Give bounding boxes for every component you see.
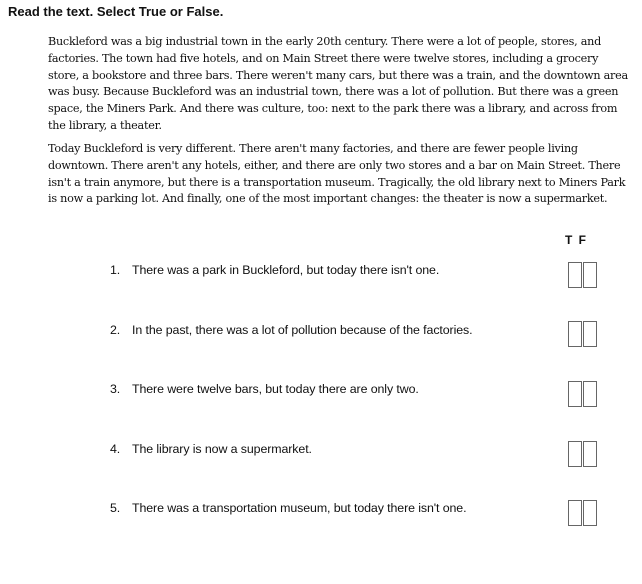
question-4-answer-boxes bbox=[568, 441, 598, 467]
question-1-false-checkbox[interactable] bbox=[583, 262, 597, 288]
question-5-number: 5. bbox=[110, 501, 121, 515]
question-3 bbox=[110, 382, 419, 396]
question-3-number: 3. bbox=[110, 382, 121, 396]
question-4-false-checkbox[interactable] bbox=[583, 441, 597, 467]
question-5-false-checkbox[interactable] bbox=[583, 500, 597, 526]
question-5-true-checkbox[interactable] bbox=[568, 500, 582, 526]
passage-paragraph-2: Today Buckleford is very different. There aren't many factories, and there are fewer people living downtown. There aren't any hotels, either, and there are only two stores and a bar on Main Street. There isn't a train anymore, but there is a transportation museum. Tragically, the old library next to Miners Park is now a parking lot. And finally, one of the most important changes: the theater is now a supermarket. bbox=[48, 142, 626, 206]
question-1-number: 1. bbox=[110, 263, 121, 277]
question-4-true-checkbox[interactable] bbox=[568, 441, 582, 467]
question-2-text: In the past, there was a lot of pollution because of the factories. bbox=[132, 323, 473, 337]
question-4-text: The library is now a supermarket. bbox=[132, 442, 312, 456]
question-1-text: There was a park in Buckleford, but today there isn't one. bbox=[132, 263, 440, 277]
question-1-answer-boxes bbox=[568, 262, 598, 288]
question-2-number: 2. bbox=[110, 323, 121, 337]
question-2-true-checkbox[interactable] bbox=[568, 321, 582, 347]
question-4-number: 4. bbox=[110, 442, 121, 456]
question-4 bbox=[110, 442, 312, 456]
question-3-text: There were twelve bars, but today there are only two. bbox=[132, 382, 419, 396]
instructions-heading: Read the text. Select True or False. bbox=[8, 4, 224, 19]
question-2-answer-boxes bbox=[568, 321, 598, 347]
question-2 bbox=[110, 323, 472, 337]
true-false-header: T F bbox=[565, 233, 586, 247]
question-3-answer-boxes bbox=[568, 381, 598, 407]
question-3-false-checkbox[interactable] bbox=[583, 381, 597, 407]
question-5-text: There was a transportation museum, but today there isn't one. bbox=[132, 501, 467, 515]
passage-paragraph-1: Buckleford was a big industrial town in the early 20th century. There were a lot of people, stores, and factories. The town had five hotels, and on Main Street there were twelve stores, including a grocery store, a bookstore and three bars. There weren't many cars, but there was a train, and the downtown area was busy. Because Buckleford was an industrial town, there was a lot of pollution. But there was a green space, the Miners Park. And there was culture, too: next to the park there was a library, and across from the library, a theater. bbox=[48, 35, 628, 132]
question-1 bbox=[110, 263, 439, 277]
question-3-true-checkbox[interactable] bbox=[568, 381, 582, 407]
question-5-answer-boxes bbox=[568, 500, 598, 526]
question-1-true-checkbox[interactable] bbox=[568, 262, 582, 288]
question-2-false-checkbox[interactable] bbox=[583, 321, 597, 347]
question-5 bbox=[110, 501, 466, 515]
